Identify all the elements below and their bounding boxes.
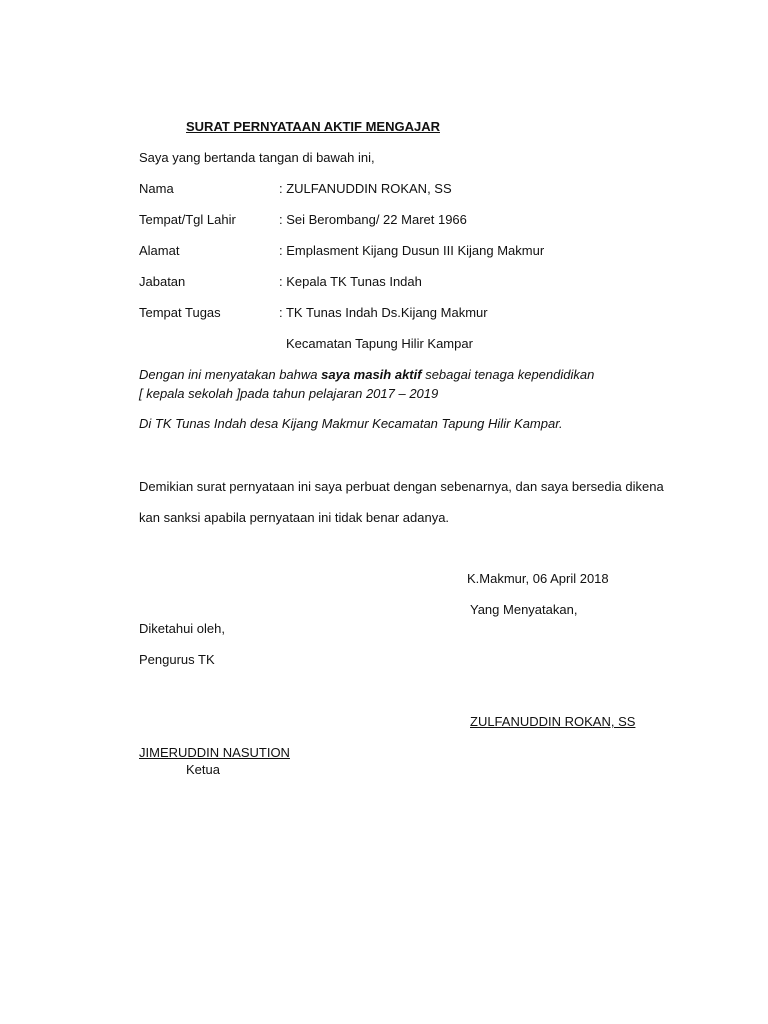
- declarer-label: Yang Menyatakan,: [470, 602, 578, 617]
- known-by-label: Diketahui oleh,: [139, 621, 225, 636]
- field-value-tugas-cont: Kecamatan Tapung Hilir Kampar: [286, 336, 473, 351]
- field-label-jabatan: Jabatan: [139, 274, 186, 289]
- place-date: K.Makmur, 06 April 2018: [467, 571, 609, 586]
- document-title: SURAT PERNYATAAN AKTIF MENGAJAR: [186, 119, 440, 134]
- field-value-nama: : ZULFANUDDIN ROKAN, SS: [279, 181, 452, 196]
- chair-title: Ketua: [186, 762, 220, 777]
- opening-line: Saya yang bertanda tangan di bawah ini,: [139, 150, 375, 165]
- declarer-name: ZULFANUDDIN ROKAN, SS: [470, 714, 636, 729]
- field-label-alamat: Alamat: [139, 243, 180, 258]
- field-label-ttl: Tempat/Tgl Lahir: [139, 212, 236, 227]
- statement-line-1: [139, 367, 594, 383]
- field-label-tugas: Tempat Tugas: [139, 305, 221, 320]
- field-value-ttl: : Sei Berombang/ 22 Maret 1966: [279, 212, 467, 227]
- field-label-nama: Nama: [139, 181, 174, 196]
- committee-label: Pengurus TK: [139, 652, 215, 667]
- statement-post: sebagai tenaga kependidikan: [421, 367, 595, 382]
- closing-line-2: kan sanksi apabila pernyataan ini tidak benar adanya.: [139, 510, 450, 525]
- field-value-tugas: : TK Tunas Indah Ds.Kijang Makmur: [279, 305, 488, 320]
- statement-line-2: [ kepala sekolah ]pada tahun pelajaran 2017 – 2019: [139, 386, 439, 401]
- chair-name: JIMERUDDIN NASUTION: [139, 745, 290, 760]
- statement-pre: Dengan ini menyatakan bahwa: [139, 367, 322, 382]
- statement-bold: saya masih aktif: [321, 367, 422, 382]
- statement-line-3: Di TK Tunas Indah desa Kijang Makmur Kecamatan Tapung Hilir Kampar.: [139, 416, 563, 431]
- field-value-alamat: : Emplasment Kijang Dusun III Kijang Makmur: [279, 243, 545, 258]
- closing-line-1: Demikian surat pernyataan ini saya perbuat dengan sebenarnya, dan saya bersedia dikena: [139, 479, 664, 494]
- field-value-jabatan: : Kepala TK Tunas Indah: [279, 274, 422, 289]
